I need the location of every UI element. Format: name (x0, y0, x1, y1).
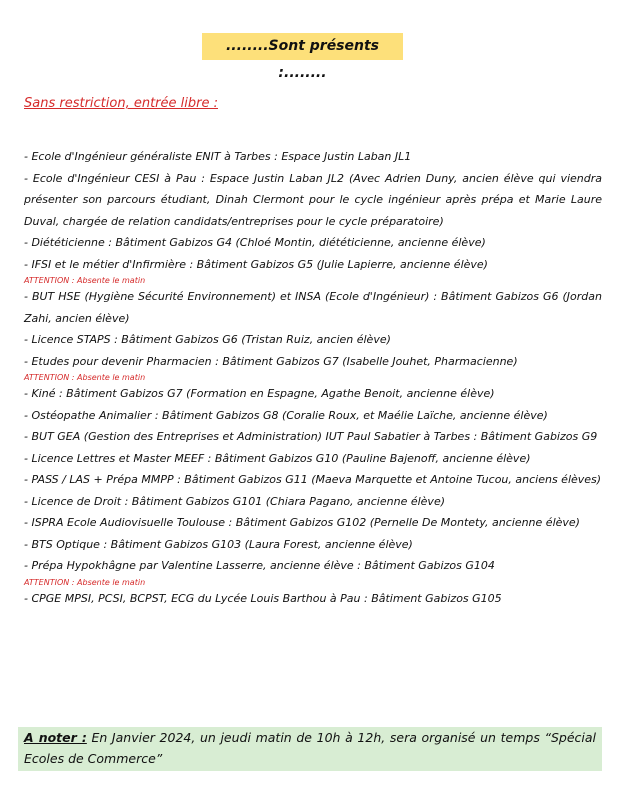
list-item: - BTS Optique : Bâtiment Gabizos G103 (Laura Forest, ancienne élève) (24, 537, 413, 551)
attention-note: ATTENTION : Absente le matin (24, 577, 146, 587)
list-item: - Diététicienne : Bâtiment Gabizos G4 (Chloé Montin, diététicienne, ancienne élève) (24, 236, 486, 249)
attention-note: ATTENTION : Absente le matin (24, 373, 146, 382)
page-title: ........Sont présents :........ (202, 33, 403, 60)
list-item: - Ecole d'Ingénieur généraliste ENIT à Tarbes : Espace Justin Laban JL1 (24, 150, 412, 163)
list-item: - ISPRA Ecole Audiovisuelle Toulouse : Bâtiment Gabizos G102 (Pernelle De Montety, ancienne élève) (24, 516, 580, 529)
exhibitor-list (24, 146, 602, 609)
list-item: - Ecole d'Ingénieur CESI à Pau : Espace Justin Laban JL2 (Avec Adrien Duny, ancien élève qui viendra présenter son parcours étudiant, Dinah Clermont pour le cycle ingénieur après prépa et Marie Laure Duval, chargée de relation candidats/entreprises pour le cycle préparatoire) (24, 171, 602, 228)
list-item: - Licence de Droit : Bâtiment Gabizos G101 (Chiara Pagano, ancienne élève) (24, 494, 446, 508)
list-item: - Prépa Hypokhâgne par Valentine Lasserre, ancienne élève : Bâtiment Gabizos G104 (24, 559, 495, 572)
list-item: - Licence Lettres et Master MEEF : Bâtiment Gabizos G10 (Pauline Bajenoff, ancienne élève) (24, 451, 531, 465)
list-item: - CPGE MPSI, PCSI, BCPST, ECG du Lycée Louis Barthou à Pau : Bâtiment Gabizos G105 (24, 591, 502, 605)
list-item: - BUT GEA (Gestion des Entreprises et Administration) IUT Paul Sabatier à Tarbes : Bâtiment Gabizos G9 (24, 430, 598, 443)
note-box (18, 727, 602, 771)
note-text: En Janvier 2024, un jeudi matin de 10h à 12h, sera organisé un temps “Spécial Ecoles de Commerce” (24, 730, 596, 766)
note-label: A noter : (24, 730, 87, 745)
list-item: - Licence STAPS : Bâtiment Gabizos G6 (Tristan Ruiz, ancien élève) (24, 333, 391, 346)
list-item: - Kiné : Bâtiment Gabizos G7 (Formation en Espagne, Agathe Benoit, ancienne élève) (24, 387, 495, 400)
list-item: - Etudes pour devenir Pharmacien : Bâtiment Gabizos G7 (Isabelle Jouhet, Pharmacienne) (24, 354, 518, 368)
attention-note: ATTENTION : Absente le matin (24, 276, 146, 285)
list-item: - PASS / LAS + Prépa MMPP : Bâtiment Gabizos G11 (Maeva Marquette et Antoine Tucou, anciens élèves) (24, 473, 602, 486)
list-item: - IFSI et le métier d'Infirmière : Bâtiment Gabizos G5 (Julie Lapierre, ancienne élève) (24, 257, 488, 271)
list-item: - Ostéopathe Animalier : Bâtiment Gabizos G8 (Coralie Roux, et Maélie Laïche, ancienne élève) (24, 408, 548, 422)
list-item: - BUT HSE (Hygiène Sécurité Environnement) et INSA (Ecole d'Ingénieur) : Bâtiment Gabizos G6 (Jordan Zahi, ancien élève) (24, 290, 602, 325)
section-heading: Sans restriction, entrée libre : (24, 96, 218, 111)
